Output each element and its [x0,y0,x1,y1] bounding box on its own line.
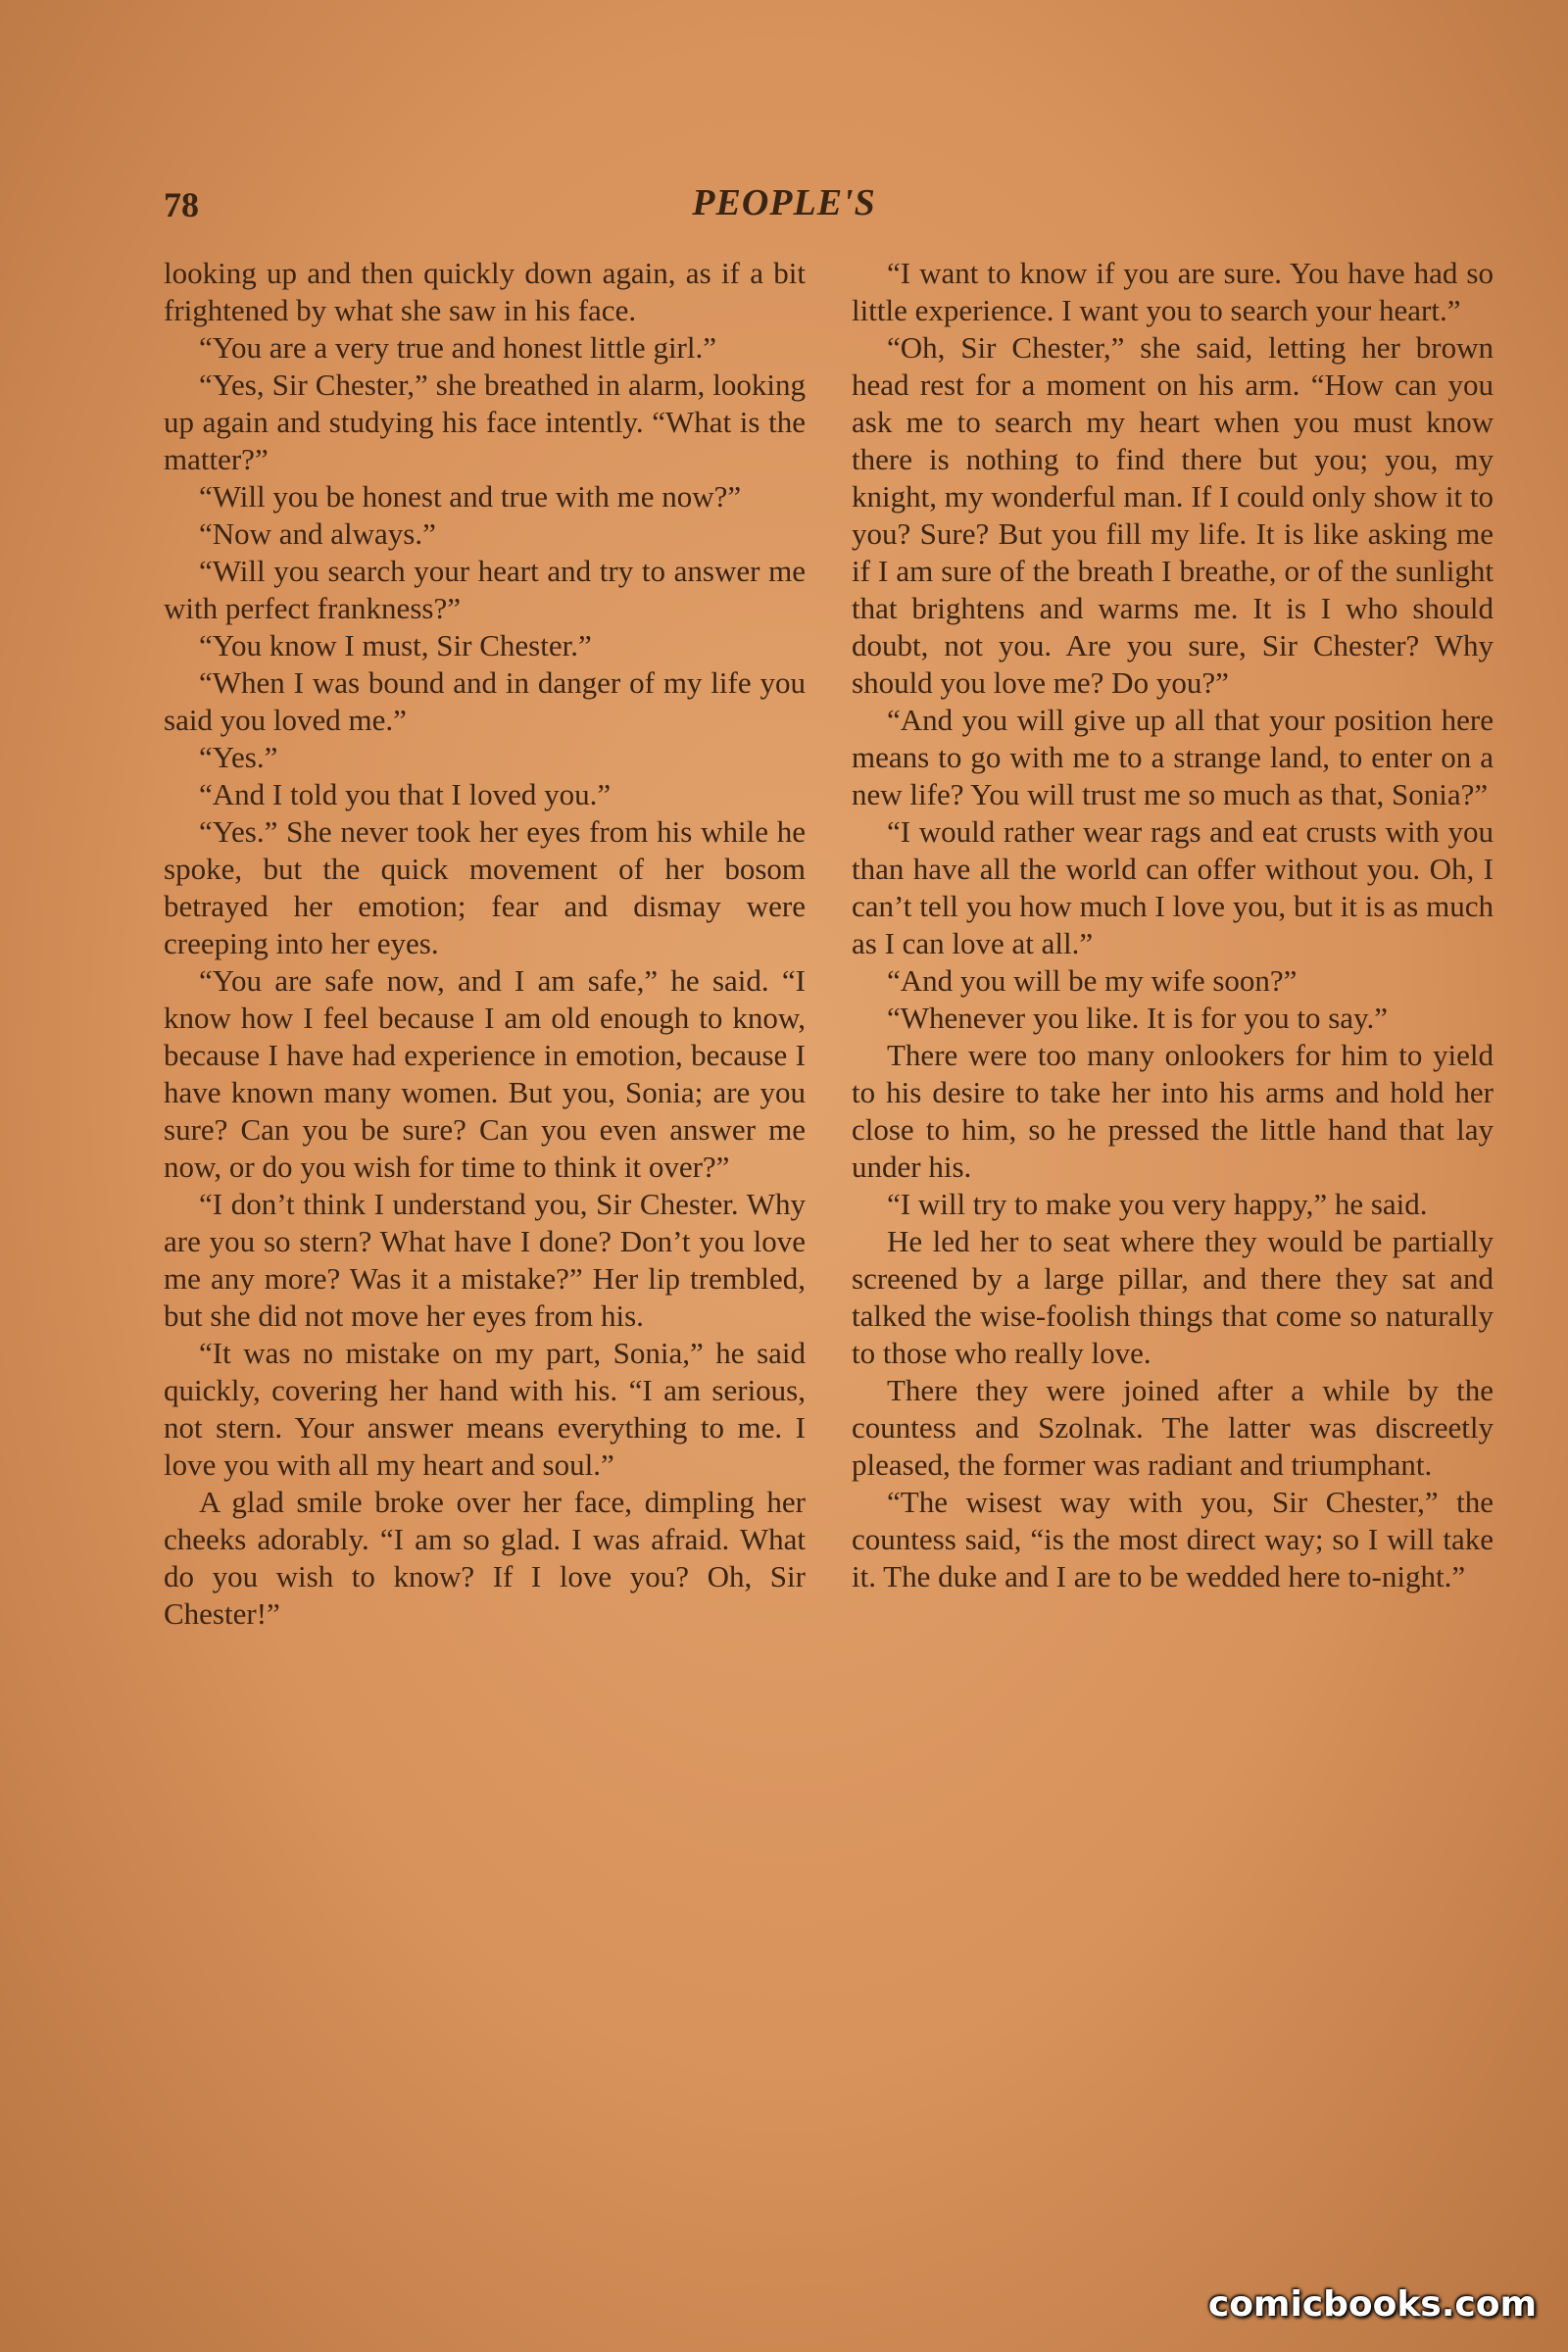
paragraph: looking up and then quickly down again, as if a bit frightened by what she saw in his face. [164,256,806,327]
paragraph: “Yes.” [199,740,278,774]
paragraph: “Oh, Sir Chester,” she said, letting her brown head rest for a moment on his arm. “How can you ask me to search my heart when you must know there is nothing to find there but you; you, my knight, my wonderful man. If I could only show it to you? Sure? But you fill my life. It is like asking me if I am sure of the breath I breathe, or of the sunlight that brightens and warms me. It is I who should doubt, not you. Are you sure, Sir Chester? Why should you love me? Do you?” [852,330,1494,700]
paragraph: “When I was bound and in danger of my life you said you loved me.” [164,665,806,737]
paragraph: There were too many onlookers for him to yield to his desire to take her into his arms and hold her close to him, so he pressed the little hand that lay under his. [852,1038,1494,1184]
paragraph: “Yes, Sir Chester,” she breathed in alarm, looking up again and studying his face intently. “What is the matter?” [164,368,806,476]
paragraph: “I want to know if you are sure. You have had so little experience. I want you to search your heart.” [852,256,1494,327]
paragraph: “Now and always.” [199,516,436,551]
paragraph: “The wisest way with you, Sir Chester,” the countess said, “is the most direct way; so I will take it. The duke and I are to be wedded here to-night.” [852,1485,1494,1593]
paragraph: “Whenever you like. It is for you to say.” [887,1001,1389,1035]
paragraph: “And you will give up all that your position here means to go with me to a strange land, to enter on a new life? You will trust me so much as that, Sonia?” [852,703,1494,811]
running-head: PEOPLE'S [692,182,876,223]
paragraph: “You are a very true and honest little girl.” [199,330,716,365]
paragraph: “Will you be honest and true with me now?” [199,479,742,514]
paragraph: “Yes.” She never took her eyes from his while he spoke, but the quick movement of her bosom betrayed her emotion; fear and dismay were creeping into her eyes. [164,814,806,960]
paragraph: “I will try to make you very happy,” he said. [887,1187,1428,1221]
paragraph: “You are safe now, and I am safe,” he said. “I know how I feel because I am old enough to know, because I have had experience in emotion, because I have known many women. But you, Sonia; are you sure? Can you be sure? Can you even answer me now, or do you wish for time to think it over?” [164,963,806,1184]
paragraph: “And you will be my wife soon?” [887,963,1298,998]
watermark: comicbooks.com [1207,2284,1537,2325]
paragraph: “Will you search your heart and try to answer me with perfect frankness?” [164,554,806,625]
paragraph: “I don’t think I understand you, Sir Chester. Why are you so stern? What have I done? Don’t you love me any more? Was it a mistake?” Her lip trembled, but she did not move her eyes from his. [164,1187,806,1333]
paragraph: He led her to seat where they would be partially screened by a large pillar, and there they sat and talked the wise-foolish things that come so naturally to those who really love. [852,1224,1494,1370]
paragraph: “And I told you that I loved you.” [199,777,612,811]
paragraph: “You know I must, Sir Chester.” [199,628,592,662]
page-number: 78 [164,185,199,224]
paragraph: There they were joined after a while by the countess and Szolnak. The latter was discreetly pleased, the former was radiant and triumphant. [852,1373,1494,1482]
right-column [852,255,1494,1595]
paragraph: “I would rather wear rags and eat crusts with you than have all the world can offer without you. Oh, I can’t tell you how much I love you, but it is as much as I can love at all.” [852,814,1494,960]
left-column [164,255,806,1633]
paragraph: A glad smile broke over her face, dimpling her cheeks adorably. “I am so glad. I was afraid. What do you wish to know? If I love you? Oh, Sir Chester!” [164,1485,806,1631]
paragraph: “It was no mistake on my part, Sonia,” he said quickly, covering her hand with his. “I am serious, not stern. Your answer means everything to me. I love you with all my heart and soul.” [164,1336,806,1482]
